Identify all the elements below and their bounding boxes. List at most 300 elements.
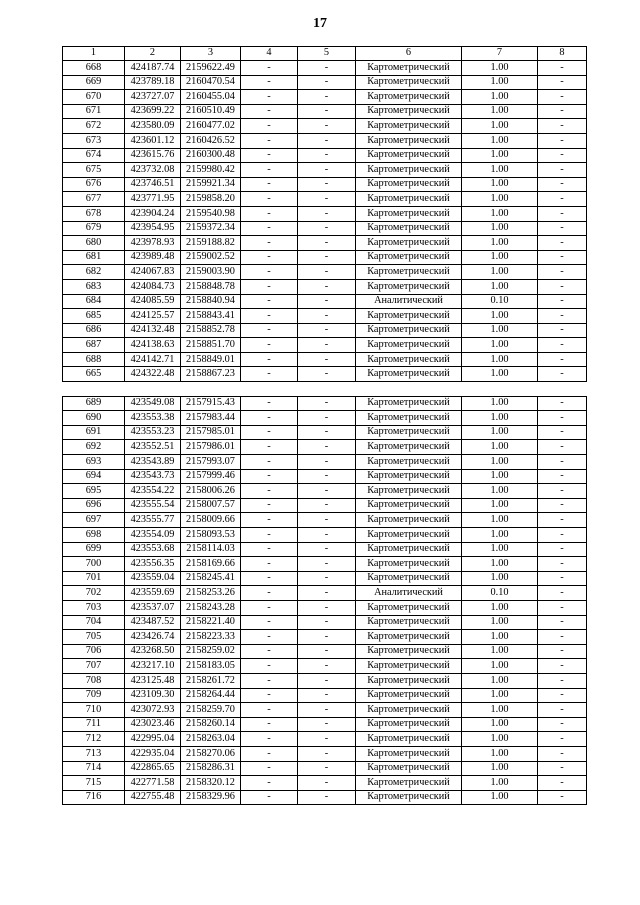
col5-cell: - bbox=[298, 615, 356, 630]
col4-cell: - bbox=[241, 790, 298, 805]
accuracy-cell: 1.00 bbox=[462, 630, 538, 645]
y-coordinate-cell: 2159540.98 bbox=[181, 206, 241, 221]
col8-cell: - bbox=[538, 192, 587, 207]
accuracy-cell: 1.00 bbox=[462, 396, 538, 411]
col4-cell: - bbox=[241, 61, 298, 76]
col5-cell: - bbox=[298, 119, 356, 134]
x-coordinate-cell: 422995.04 bbox=[125, 732, 181, 747]
col5-cell: - bbox=[298, 673, 356, 688]
method-cell: Картометрический bbox=[356, 776, 462, 791]
x-coordinate-cell: 423554.22 bbox=[125, 484, 181, 499]
x-coordinate-cell: 423746.51 bbox=[125, 177, 181, 192]
accuracy-cell: 1.00 bbox=[462, 440, 538, 455]
col5-cell: - bbox=[298, 177, 356, 192]
table-row bbox=[63, 630, 587, 645]
accuracy-cell: 1.00 bbox=[462, 177, 538, 192]
table-row bbox=[63, 484, 587, 499]
x-coordinate-cell: 423555.54 bbox=[125, 498, 181, 513]
accuracy-cell: 1.00 bbox=[462, 221, 538, 236]
col4-cell: - bbox=[241, 119, 298, 134]
x-coordinate-cell: 423268.50 bbox=[125, 644, 181, 659]
col4-cell: - bbox=[241, 776, 298, 791]
col8-cell: - bbox=[538, 528, 587, 543]
table-row bbox=[63, 192, 587, 207]
point-number-cell: 713 bbox=[63, 746, 125, 761]
accuracy-cell: 1.00 bbox=[462, 688, 538, 703]
point-number-cell: 696 bbox=[63, 498, 125, 513]
y-coordinate-cell: 2158223.33 bbox=[181, 630, 241, 645]
table-row bbox=[63, 557, 587, 572]
col4-cell: - bbox=[241, 615, 298, 630]
method-cell: Картометрический bbox=[356, 323, 462, 338]
y-coordinate-cell: 2160300.48 bbox=[181, 148, 241, 163]
y-coordinate-cell: 2157993.07 bbox=[181, 455, 241, 470]
y-coordinate-cell: 2160510.49 bbox=[181, 104, 241, 119]
method-cell: Картометрический bbox=[356, 790, 462, 805]
accuracy-cell: 1.00 bbox=[462, 352, 538, 367]
accuracy-cell: 1.00 bbox=[462, 571, 538, 586]
table-row bbox=[63, 338, 587, 353]
y-coordinate-cell: 2158260.14 bbox=[181, 717, 241, 732]
accuracy-cell: 0.10 bbox=[462, 586, 538, 601]
col8-cell: - bbox=[538, 90, 587, 105]
method-cell: Картометрический bbox=[356, 659, 462, 674]
point-number-cell: 674 bbox=[63, 148, 125, 163]
col5-cell: - bbox=[298, 279, 356, 294]
accuracy-cell: 1.00 bbox=[462, 644, 538, 659]
col4-cell: - bbox=[241, 571, 298, 586]
table-row bbox=[63, 133, 587, 148]
x-coordinate-cell: 423023.46 bbox=[125, 717, 181, 732]
column-header: 2 bbox=[125, 47, 181, 61]
col5-cell: - bbox=[298, 61, 356, 76]
x-coordinate-cell: 423954.95 bbox=[125, 221, 181, 236]
table-row bbox=[63, 790, 587, 805]
accuracy-cell: 1.00 bbox=[462, 673, 538, 688]
method-cell: Картометрический bbox=[356, 279, 462, 294]
col8-cell: - bbox=[538, 75, 587, 90]
accuracy-cell: 1.00 bbox=[462, 133, 538, 148]
y-coordinate-cell: 2157985.01 bbox=[181, 425, 241, 440]
table-row bbox=[63, 746, 587, 761]
column-header: 8 bbox=[538, 47, 587, 61]
col5-cell: - bbox=[298, 133, 356, 148]
column-header: 1 bbox=[63, 47, 125, 61]
col5-cell: - bbox=[298, 703, 356, 718]
col8-cell: - bbox=[538, 542, 587, 557]
table-row bbox=[63, 469, 587, 484]
col4-cell: - bbox=[241, 338, 298, 353]
x-coordinate-cell: 423426.74 bbox=[125, 630, 181, 645]
table-row bbox=[63, 513, 587, 528]
y-coordinate-cell: 2158259.02 bbox=[181, 644, 241, 659]
col8-cell: - bbox=[538, 352, 587, 367]
method-cell: Картометрический bbox=[356, 163, 462, 178]
accuracy-cell: 1.00 bbox=[462, 367, 538, 382]
col8-cell: - bbox=[538, 411, 587, 426]
col5-cell: - bbox=[298, 323, 356, 338]
col8-cell: - bbox=[538, 557, 587, 572]
col5-cell: - bbox=[298, 557, 356, 572]
table-row bbox=[63, 206, 587, 221]
col4-cell: - bbox=[241, 688, 298, 703]
point-number-cell: 686 bbox=[63, 323, 125, 338]
col5-cell: - bbox=[298, 352, 356, 367]
col5-cell: - bbox=[298, 600, 356, 615]
col8-cell: - bbox=[538, 425, 587, 440]
y-coordinate-cell: 2157983.44 bbox=[181, 411, 241, 426]
x-coordinate-cell: 424125.57 bbox=[125, 309, 181, 324]
separator-cell bbox=[63, 382, 587, 397]
accuracy-cell: 1.00 bbox=[462, 90, 538, 105]
table-row bbox=[63, 586, 587, 601]
y-coordinate-cell: 2158253.26 bbox=[181, 586, 241, 601]
x-coordinate-cell: 423553.68 bbox=[125, 542, 181, 557]
table-row bbox=[63, 600, 587, 615]
col4-cell: - bbox=[241, 586, 298, 601]
method-cell: Картометрический bbox=[356, 746, 462, 761]
y-coordinate-cell: 2158007.57 bbox=[181, 498, 241, 513]
col4-cell: - bbox=[241, 104, 298, 119]
method-cell: Картометрический bbox=[356, 615, 462, 630]
col8-cell: - bbox=[538, 133, 587, 148]
accuracy-cell: 1.00 bbox=[462, 469, 538, 484]
col8-cell: - bbox=[538, 367, 587, 382]
y-coordinate-cell: 2159858.20 bbox=[181, 192, 241, 207]
method-cell: Картометрический bbox=[356, 61, 462, 76]
col4-cell: - bbox=[241, 163, 298, 178]
page-number: 17 bbox=[313, 16, 327, 31]
col4-cell: - bbox=[241, 498, 298, 513]
col4-cell: - bbox=[241, 455, 298, 470]
point-number-cell: 681 bbox=[63, 250, 125, 265]
col5-cell: - bbox=[298, 746, 356, 761]
point-number-cell: 690 bbox=[63, 411, 125, 426]
y-coordinate-cell: 2158006.26 bbox=[181, 484, 241, 499]
x-coordinate-cell: 422935.04 bbox=[125, 746, 181, 761]
x-coordinate-cell: 423555.77 bbox=[125, 513, 181, 528]
x-coordinate-cell: 423732.08 bbox=[125, 163, 181, 178]
col4-cell: - bbox=[241, 761, 298, 776]
column-header: 3 bbox=[181, 47, 241, 61]
x-coordinate-cell: 423904.24 bbox=[125, 206, 181, 221]
accuracy-cell: 1.00 bbox=[462, 732, 538, 747]
x-coordinate-cell: 423109.30 bbox=[125, 688, 181, 703]
table-row bbox=[63, 250, 587, 265]
x-coordinate-cell: 424142.71 bbox=[125, 352, 181, 367]
col5-cell: - bbox=[298, 265, 356, 280]
point-number-cell: 685 bbox=[63, 309, 125, 324]
point-number-cell: 714 bbox=[63, 761, 125, 776]
y-coordinate-cell: 2159622.49 bbox=[181, 61, 241, 76]
point-number-cell: 672 bbox=[63, 119, 125, 134]
y-coordinate-cell: 2158169.66 bbox=[181, 557, 241, 572]
col4-cell: - bbox=[241, 352, 298, 367]
col8-cell: - bbox=[538, 688, 587, 703]
col8-cell: - bbox=[538, 177, 587, 192]
y-coordinate-cell: 2160470.54 bbox=[181, 75, 241, 90]
col8-cell: - bbox=[538, 455, 587, 470]
x-coordinate-cell: 423989.48 bbox=[125, 250, 181, 265]
point-number-cell: 683 bbox=[63, 279, 125, 294]
col4-cell: - bbox=[241, 411, 298, 426]
method-cell: Картометрический bbox=[356, 192, 462, 207]
y-coordinate-cell: 2158867.23 bbox=[181, 367, 241, 382]
col8-cell: - bbox=[538, 338, 587, 353]
x-coordinate-cell: 423537.07 bbox=[125, 600, 181, 615]
table-row bbox=[63, 148, 587, 163]
col5-cell: - bbox=[298, 498, 356, 513]
col4-cell: - bbox=[241, 469, 298, 484]
col4-cell: - bbox=[241, 440, 298, 455]
point-number-cell: 670 bbox=[63, 90, 125, 105]
method-cell: Картометрический bbox=[356, 133, 462, 148]
col8-cell: - bbox=[538, 484, 587, 499]
method-cell: Картометрический bbox=[356, 498, 462, 513]
col4-cell: - bbox=[241, 90, 298, 105]
y-coordinate-cell: 2158183.05 bbox=[181, 659, 241, 674]
col8-cell: - bbox=[538, 279, 587, 294]
x-coordinate-cell: 423601.12 bbox=[125, 133, 181, 148]
x-coordinate-cell: 422865.65 bbox=[125, 761, 181, 776]
col4-cell: - bbox=[241, 659, 298, 674]
x-coordinate-cell: 423125.48 bbox=[125, 673, 181, 688]
y-coordinate-cell: 2158263.04 bbox=[181, 732, 241, 747]
col4-cell: - bbox=[241, 513, 298, 528]
x-coordinate-cell: 424084.73 bbox=[125, 279, 181, 294]
table-row bbox=[63, 236, 587, 251]
col8-cell: - bbox=[538, 761, 587, 776]
table-row bbox=[63, 425, 587, 440]
accuracy-cell: 1.00 bbox=[462, 192, 538, 207]
point-number-cell: 665 bbox=[63, 367, 125, 382]
col8-cell: - bbox=[538, 746, 587, 761]
col4-cell: - bbox=[241, 206, 298, 221]
table-row bbox=[63, 309, 587, 324]
table-row bbox=[63, 294, 587, 309]
table-row bbox=[63, 498, 587, 513]
point-number-cell: 705 bbox=[63, 630, 125, 645]
accuracy-cell: 1.00 bbox=[462, 790, 538, 805]
accuracy-cell: 0.10 bbox=[462, 294, 538, 309]
col5-cell: - bbox=[298, 90, 356, 105]
y-coordinate-cell: 2159002.52 bbox=[181, 250, 241, 265]
accuracy-cell: 1.00 bbox=[462, 746, 538, 761]
col5-cell: - bbox=[298, 688, 356, 703]
point-number-cell: 710 bbox=[63, 703, 125, 718]
col5-cell: - bbox=[298, 644, 356, 659]
method-cell: Картометрический bbox=[356, 717, 462, 732]
accuracy-cell: 1.00 bbox=[462, 206, 538, 221]
accuracy-cell: 1.00 bbox=[462, 498, 538, 513]
col8-cell: - bbox=[538, 790, 587, 805]
method-cell: Картометрический bbox=[356, 75, 462, 90]
table-row bbox=[63, 396, 587, 411]
col8-cell: - bbox=[538, 163, 587, 178]
col8-cell: - bbox=[538, 250, 587, 265]
col5-cell: - bbox=[298, 411, 356, 426]
point-number-cell: 711 bbox=[63, 717, 125, 732]
col5-cell: - bbox=[298, 236, 356, 251]
x-coordinate-cell: 423771.95 bbox=[125, 192, 181, 207]
col8-cell: - bbox=[538, 673, 587, 688]
x-coordinate-cell: 424067.83 bbox=[125, 265, 181, 280]
column-header: 6 bbox=[356, 47, 462, 61]
col5-cell: - bbox=[298, 761, 356, 776]
col5-cell: - bbox=[298, 367, 356, 382]
col8-cell: - bbox=[538, 396, 587, 411]
col4-cell: - bbox=[241, 732, 298, 747]
accuracy-cell: 1.00 bbox=[462, 484, 538, 499]
col4-cell: - bbox=[241, 600, 298, 615]
accuracy-cell: 1.00 bbox=[462, 557, 538, 572]
table-row bbox=[63, 265, 587, 280]
x-coordinate-cell: 423727.07 bbox=[125, 90, 181, 105]
col8-cell: - bbox=[538, 119, 587, 134]
method-cell: Картометрический bbox=[356, 104, 462, 119]
col8-cell: - bbox=[538, 148, 587, 163]
col4-cell: - bbox=[241, 294, 298, 309]
x-coordinate-cell: 423487.52 bbox=[125, 615, 181, 630]
table-row bbox=[63, 761, 587, 776]
col8-cell: - bbox=[538, 206, 587, 221]
point-number-cell: 716 bbox=[63, 790, 125, 805]
header-row bbox=[63, 47, 587, 61]
table-row bbox=[63, 104, 587, 119]
point-number-cell: 673 bbox=[63, 133, 125, 148]
col5-cell: - bbox=[298, 732, 356, 747]
point-number-cell: 698 bbox=[63, 528, 125, 543]
col5-cell: - bbox=[298, 294, 356, 309]
col5-cell: - bbox=[298, 440, 356, 455]
point-number-cell: 680 bbox=[63, 236, 125, 251]
table-row bbox=[63, 221, 587, 236]
col8-cell: - bbox=[538, 630, 587, 645]
col4-cell: - bbox=[241, 279, 298, 294]
col4-cell: - bbox=[241, 557, 298, 572]
col4-cell: - bbox=[241, 323, 298, 338]
table-row bbox=[63, 615, 587, 630]
accuracy-cell: 1.00 bbox=[462, 600, 538, 615]
accuracy-cell: 1.00 bbox=[462, 236, 538, 251]
method-cell: Картометрический bbox=[356, 557, 462, 572]
point-number-cell: 688 bbox=[63, 352, 125, 367]
method-cell: Картометрический bbox=[356, 177, 462, 192]
col5-cell: - bbox=[298, 104, 356, 119]
x-coordinate-cell: 423580.09 bbox=[125, 119, 181, 134]
col4-cell: - bbox=[241, 396, 298, 411]
point-number-cell: 687 bbox=[63, 338, 125, 353]
point-number-cell: 709 bbox=[63, 688, 125, 703]
table-row bbox=[63, 776, 587, 791]
point-number-cell: 669 bbox=[63, 75, 125, 90]
col5-cell: - bbox=[298, 542, 356, 557]
col4-cell: - bbox=[241, 746, 298, 761]
x-coordinate-cell: 423554.09 bbox=[125, 528, 181, 543]
point-number-cell: 682 bbox=[63, 265, 125, 280]
col5-cell: - bbox=[298, 659, 356, 674]
y-coordinate-cell: 2158851.70 bbox=[181, 338, 241, 353]
col8-cell: - bbox=[538, 498, 587, 513]
table-row bbox=[63, 644, 587, 659]
table-row bbox=[63, 571, 587, 586]
y-coordinate-cell: 2158848.78 bbox=[181, 279, 241, 294]
x-coordinate-cell: 424187.74 bbox=[125, 61, 181, 76]
point-number-cell: 689 bbox=[63, 396, 125, 411]
x-coordinate-cell: 422755.48 bbox=[125, 790, 181, 805]
col4-cell: - bbox=[241, 644, 298, 659]
table-row bbox=[63, 119, 587, 134]
col8-cell: - bbox=[538, 703, 587, 718]
col4-cell: - bbox=[241, 528, 298, 543]
accuracy-cell: 1.00 bbox=[462, 659, 538, 674]
method-cell: Картометрический bbox=[356, 542, 462, 557]
point-number-cell: 694 bbox=[63, 469, 125, 484]
point-number-cell: 671 bbox=[63, 104, 125, 119]
method-cell: Картометрический bbox=[356, 90, 462, 105]
col4-cell: - bbox=[241, 148, 298, 163]
x-coordinate-cell: 423615.76 bbox=[125, 148, 181, 163]
table-row bbox=[63, 673, 587, 688]
y-coordinate-cell: 2158852.78 bbox=[181, 323, 241, 338]
y-coordinate-cell: 2160455.04 bbox=[181, 90, 241, 105]
table-row bbox=[63, 352, 587, 367]
point-number-cell: 712 bbox=[63, 732, 125, 747]
point-number-cell: 691 bbox=[63, 425, 125, 440]
method-cell: Картометрический bbox=[356, 250, 462, 265]
col5-cell: - bbox=[298, 338, 356, 353]
method-cell: Картометрический bbox=[356, 703, 462, 718]
table-row bbox=[63, 90, 587, 105]
accuracy-cell: 1.00 bbox=[462, 265, 538, 280]
accuracy-cell: 1.00 bbox=[462, 148, 538, 163]
col8-cell: - bbox=[538, 440, 587, 455]
point-number-cell: 701 bbox=[63, 571, 125, 586]
column-header: 4 bbox=[241, 47, 298, 61]
column-header: 7 bbox=[462, 47, 538, 61]
point-number-cell: 706 bbox=[63, 644, 125, 659]
col4-cell: - bbox=[241, 367, 298, 382]
x-coordinate-cell: 423553.23 bbox=[125, 425, 181, 440]
col5-cell: - bbox=[298, 206, 356, 221]
x-coordinate-cell: 423072.93 bbox=[125, 703, 181, 718]
col5-cell: - bbox=[298, 163, 356, 178]
y-coordinate-cell: 2158261.72 bbox=[181, 673, 241, 688]
method-cell: Картометрический bbox=[356, 425, 462, 440]
x-coordinate-cell: 423789.18 bbox=[125, 75, 181, 90]
y-coordinate-cell: 2158264.44 bbox=[181, 688, 241, 703]
col4-cell: - bbox=[241, 133, 298, 148]
col8-cell: - bbox=[538, 265, 587, 280]
x-coordinate-cell: 423553.38 bbox=[125, 411, 181, 426]
y-coordinate-cell: 2159372.34 bbox=[181, 221, 241, 236]
col5-cell: - bbox=[298, 513, 356, 528]
point-number-cell: 707 bbox=[63, 659, 125, 674]
col4-cell: - bbox=[241, 236, 298, 251]
y-coordinate-cell: 2159921.34 bbox=[181, 177, 241, 192]
table-row bbox=[63, 542, 587, 557]
method-cell: Картометрический bbox=[356, 411, 462, 426]
col4-cell: - bbox=[241, 425, 298, 440]
col8-cell: - bbox=[538, 221, 587, 236]
method-cell: Картометрический bbox=[356, 367, 462, 382]
y-coordinate-cell: 2157999.46 bbox=[181, 469, 241, 484]
accuracy-cell: 1.00 bbox=[462, 250, 538, 265]
method-cell: Картометрический bbox=[356, 513, 462, 528]
accuracy-cell: 1.00 bbox=[462, 615, 538, 630]
accuracy-cell: 1.00 bbox=[462, 411, 538, 426]
point-number-cell: 677 bbox=[63, 192, 125, 207]
